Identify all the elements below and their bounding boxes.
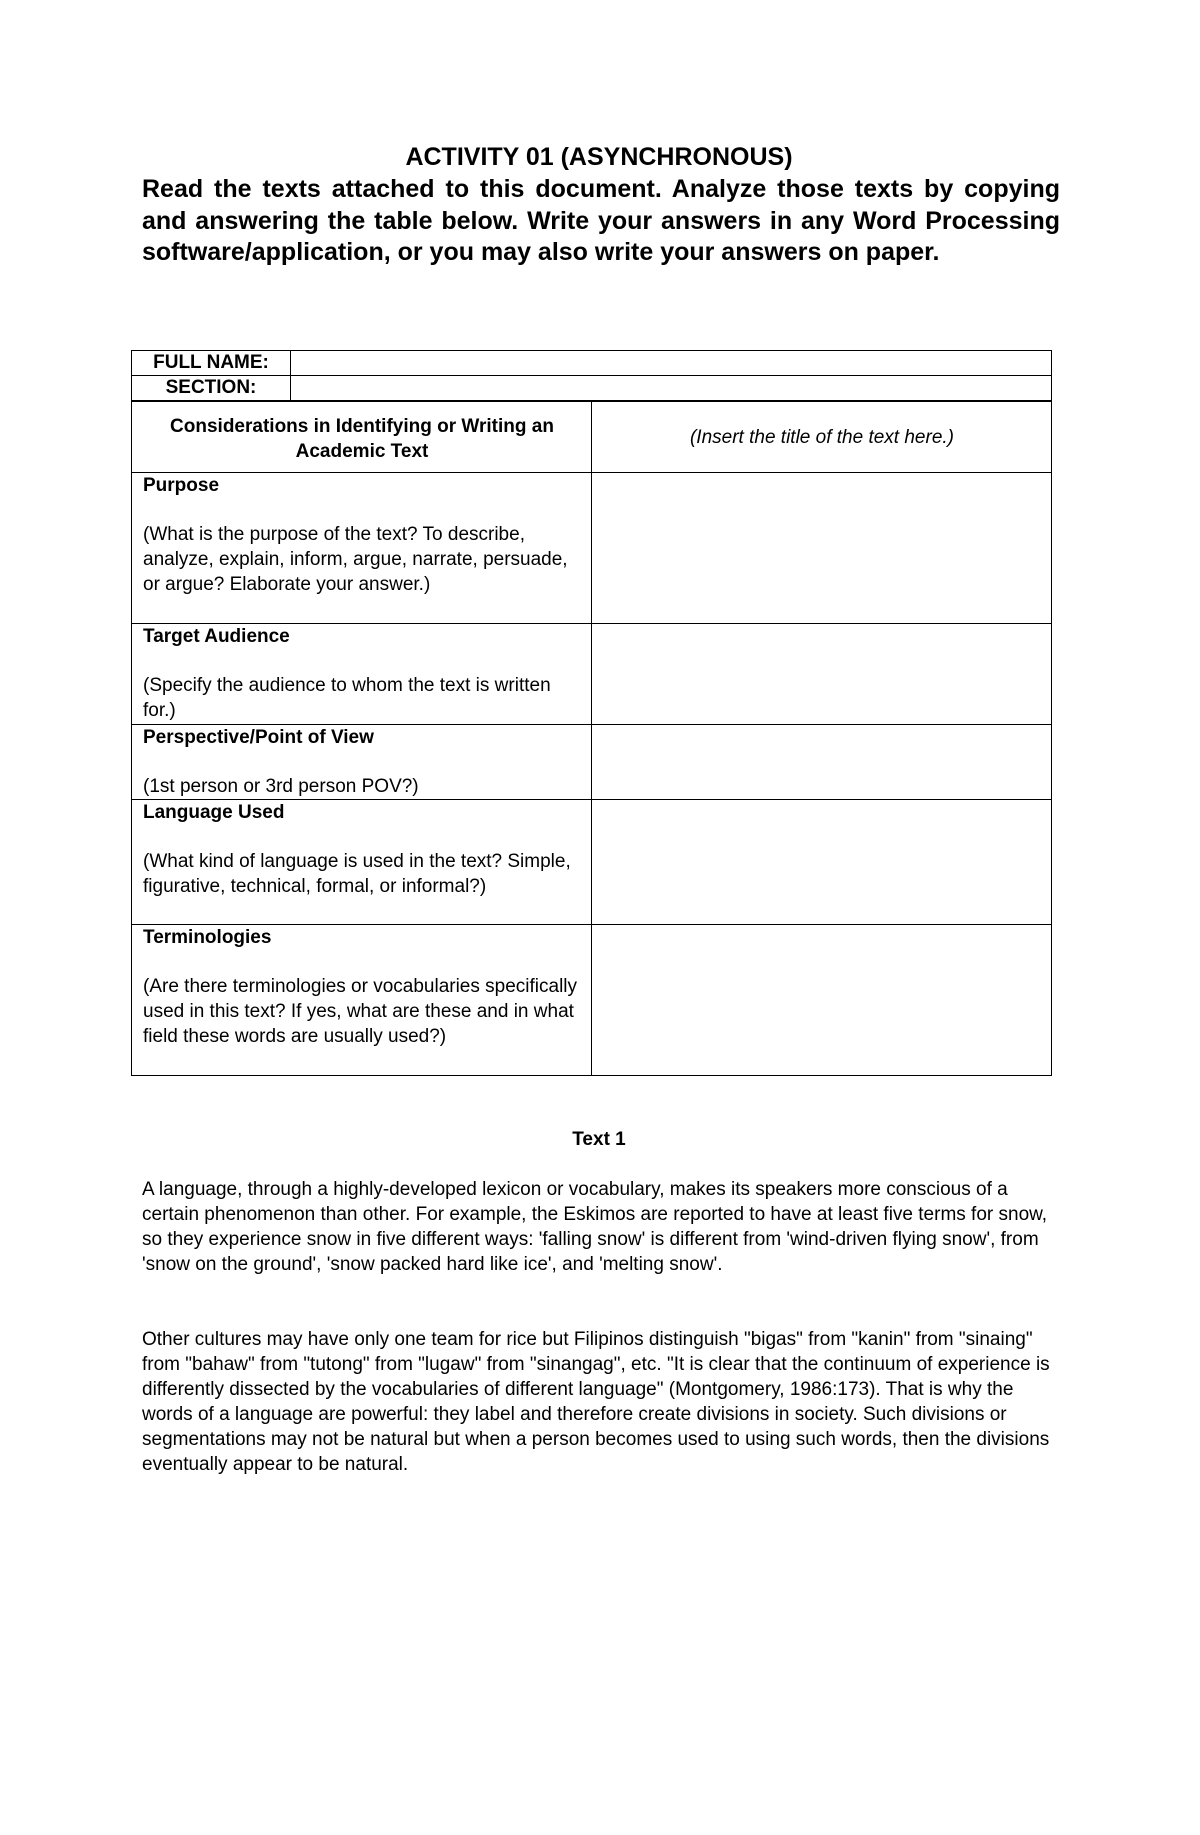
perspective-answer-field[interactable] (592, 725, 1052, 800)
considerations-header: Considerations in Identifying or Writing an Academic Text (132, 402, 592, 473)
criterion-description: (1st person or 3rd person POV?) (143, 776, 419, 797)
full-name-field[interactable] (291, 351, 1052, 376)
table-row-purpose (132, 473, 1052, 624)
terminologies-answer-field[interactable] (592, 925, 1052, 1076)
criterion-description: (What is the purpose of the text? To describe, analyze, explain, inform, argue, narrate, persuade, or argue? Elaborate your answer.) (143, 524, 568, 595)
activity-title: ACTIVITY 01 (ASYNCHRONOUS) (405, 143, 793, 171)
perspective-cell (132, 725, 592, 800)
section-row (132, 376, 1052, 401)
criterion-description: (What kind of language is used in the text? Simple, figurative, technical, formal, or informal?) (143, 851, 571, 897)
section-field[interactable] (291, 376, 1052, 401)
text1-paragraph-1: A language, through a highly-developed lexicon or vocabulary, makes its speakers more conscious of a certain phenomenon than other. For example, the Eskimos are reported to have at least five terms for snow, so they experience snow in five different ways: 'falling snow' is different from 'wind-driven flying snow', from 'snow on the ground', 'snow packed hard like ice', and 'melting snow'. (142, 1179, 1048, 1275)
table-row-perspective (132, 725, 1052, 800)
text1-paragraph-2: Other cultures may have only one team for rice but Filipinos distinguish "bigas" from "kanin" from "sinaing" from "bahaw" from "tutong" from "lugaw" from "sinangag", etc. "It is clear that the continuum of experience is differently dissected by the vocabularies of different language" (Montgomery, 1986:173). That is why the words of a language are powerful: they label and therefore create divisions in society. Such divisions or segmentations may not be natural but when a person becomes used to using such words, then the divisions eventually appear to be natural. (142, 1329, 1050, 1475)
target-audience-answer-field[interactable] (592, 624, 1052, 725)
table-row-language-used (132, 800, 1052, 925)
table-row-target-audience (132, 624, 1052, 725)
analysis-table (131, 401, 1052, 1076)
criterion-description: (Are there terminologies or vocabularies specifically used in this text? If yes, what are these and in what field these words are usually used?) (143, 976, 578, 1047)
text-title-placeholder[interactable]: (Insert the title of the text here.) (592, 402, 1052, 473)
criterion-name: Target Audience (143, 626, 290, 647)
student-info-table (131, 350, 1052, 401)
criterion-name: Perspective/Point of View (143, 727, 374, 748)
criterion-name: Language Used (143, 802, 285, 823)
section-label: SECTION: (132, 376, 291, 401)
language-used-cell (132, 800, 592, 925)
purpose-cell (132, 473, 592, 624)
purpose-answer-field[interactable] (592, 473, 1052, 624)
language-used-answer-field[interactable] (592, 800, 1052, 925)
analysis-header-row (132, 402, 1052, 473)
target-audience-cell (132, 624, 592, 725)
criterion-description: (Specify the audience to whom the text is written for.) (143, 675, 551, 721)
full-name-label: FULL NAME: (132, 351, 291, 376)
criterion-name: Purpose (143, 475, 220, 496)
criterion-name: Terminologies (143, 927, 272, 948)
activity-instructions: Read the texts attached to this document. Analyze those texts by copying and answering the table below. Write your answers in any Word Processing software/application, or you may also write your answers on paper. (142, 175, 1060, 266)
terminologies-cell (132, 925, 592, 1076)
table-row-terminologies (132, 925, 1052, 1076)
full-name-row (132, 351, 1052, 376)
text1-heading: Text 1 (572, 1129, 626, 1150)
